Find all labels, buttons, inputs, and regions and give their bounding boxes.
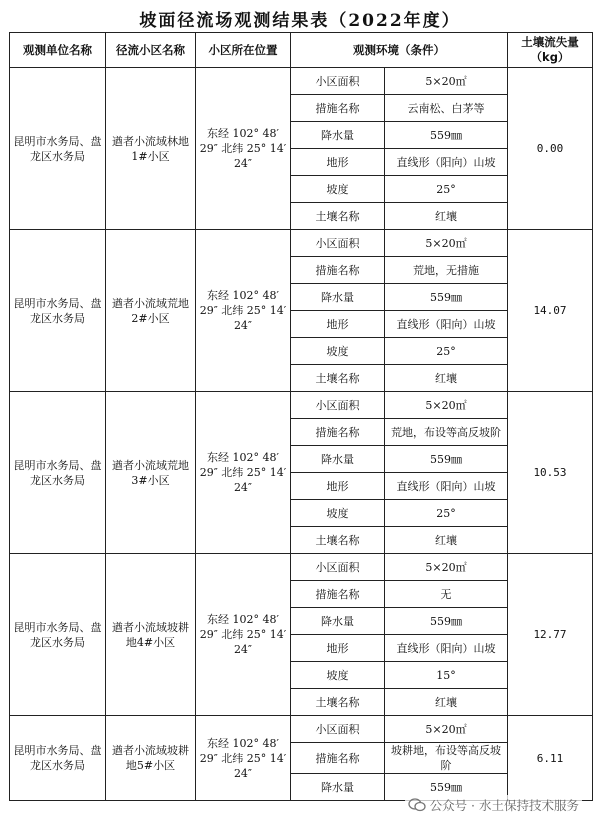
subarea-cell: 遒者小流域坡耕地5#小区 xyxy=(106,716,196,801)
table-row xyxy=(10,68,593,95)
condition-label: 降水量 xyxy=(291,608,385,635)
condition-value: 红壤 xyxy=(385,365,508,392)
condition-value: 直线形（阳向）山坡 xyxy=(385,149,508,176)
subarea-cell: 遒者小流域荒地3#小区 xyxy=(106,392,196,554)
condition-value: 559㎜ xyxy=(385,774,508,801)
condition-label: 小区面积 xyxy=(291,230,385,257)
condition-value: 25° xyxy=(385,338,508,365)
condition-value: 5×20㎡ xyxy=(385,554,508,581)
condition-label: 土壤名称 xyxy=(291,527,385,554)
condition-value: 红壤 xyxy=(385,527,508,554)
condition-label: 降水量 xyxy=(291,122,385,149)
condition-label: 措施名称 xyxy=(291,581,385,608)
condition-label: 土壤名称 xyxy=(291,689,385,716)
condition-label: 降水量 xyxy=(291,284,385,311)
condition-value: 559㎜ xyxy=(385,122,508,149)
table-row xyxy=(10,230,593,257)
condition-value: 559㎜ xyxy=(385,284,508,311)
header-loss: 土壤流失量（kg） xyxy=(508,33,593,68)
soil-loss-cell: 10.53 xyxy=(508,392,593,554)
location-cell: 东经 102° 48′ 29″ 北纬 25° 14′ 24″ xyxy=(196,392,291,554)
condition-value: 25° xyxy=(385,500,508,527)
condition-label: 降水量 xyxy=(291,446,385,473)
header-env: 观测环境（条件） xyxy=(291,33,508,68)
condition-label: 措施名称 xyxy=(291,419,385,446)
location-cell: 东经 102° 48′ 29″ 北纬 25° 14′ 24″ xyxy=(196,230,291,392)
condition-value: 15° xyxy=(385,662,508,689)
condition-label: 小区面积 xyxy=(291,392,385,419)
condition-label: 地形 xyxy=(291,311,385,338)
unit-cell: 昆明市水务局、盘龙区水务局 xyxy=(10,392,106,554)
observation-table xyxy=(9,32,593,801)
location-cell: 东经 102° 48′ 29″ 北纬 25° 14′ 24″ xyxy=(196,554,291,716)
location-cell: 东经 102° 48′ 29″ 北纬 25° 14′ 24″ xyxy=(196,68,291,230)
header-location: 小区所在位置 xyxy=(196,33,291,68)
table-row xyxy=(10,392,593,419)
condition-label: 降水量 xyxy=(291,774,385,801)
condition-label: 措施名称 xyxy=(291,95,385,122)
unit-cell: 昆明市水务局、盘龙区水务局 xyxy=(10,230,106,392)
unit-cell: 昆明市水务局、盘龙区水务局 xyxy=(10,554,106,716)
soil-loss-cell: 0.00 xyxy=(508,68,593,230)
condition-value: 直线形（阳向）山坡 xyxy=(385,311,508,338)
header-unit: 观测单位名称 xyxy=(10,33,106,68)
soil-loss-cell: 6.11 xyxy=(508,716,593,801)
condition-value: 坡耕地，布设等高反坡阶 xyxy=(385,743,508,774)
subarea-cell: 遒者小流域荒地2#小区 xyxy=(106,230,196,392)
condition-value: 无 xyxy=(385,581,508,608)
condition-label: 地形 xyxy=(291,635,385,662)
watermark xyxy=(405,795,582,815)
condition-label: 措施名称 xyxy=(291,743,385,774)
condition-value: 直线形（阳向）山坡 xyxy=(385,473,508,500)
header-row xyxy=(10,33,593,68)
subarea-cell: 遒者小流域坡耕地4#小区 xyxy=(106,554,196,716)
header-subarea: 径流小区名称 xyxy=(106,33,196,68)
condition-value: 荒地，布设等高反坡阶 xyxy=(385,419,508,446)
condition-value: 559㎜ xyxy=(385,608,508,635)
condition-label: 土壤名称 xyxy=(291,365,385,392)
condition-value: 荒地，无措施 xyxy=(385,257,508,284)
condition-label: 坡度 xyxy=(291,662,385,689)
condition-value: 直线形（阳向）山坡 xyxy=(385,635,508,662)
condition-value: 云南松、白茅等 xyxy=(385,95,508,122)
condition-value: 25° xyxy=(385,176,508,203)
condition-value: 5×20㎡ xyxy=(385,230,508,257)
condition-value: 5×20㎡ xyxy=(385,68,508,95)
soil-loss-cell: 12.77 xyxy=(508,554,593,716)
condition-value: 559㎜ xyxy=(385,446,508,473)
condition-label: 地形 xyxy=(291,149,385,176)
condition-label: 地形 xyxy=(291,473,385,500)
soil-loss-cell: 14.07 xyxy=(508,230,593,392)
location-cell: 东经 102° 48′ 29″ 北纬 25° 14′ 24″ xyxy=(196,716,291,801)
condition-label: 措施名称 xyxy=(291,257,385,284)
condition-value: 5×20㎡ xyxy=(385,392,508,419)
condition-label: 小区面积 xyxy=(291,68,385,95)
unit-cell: 昆明市水务局、盘龙区水务局 xyxy=(10,68,106,230)
watermark-text: 公众号 · 水土保持技术服务 xyxy=(429,798,579,813)
condition-label: 坡度 xyxy=(291,338,385,365)
table-body xyxy=(10,68,593,801)
condition-value: 5×20㎡ xyxy=(385,716,508,743)
table-title: 坡面径流场观测结果表（2022年度） xyxy=(139,11,461,31)
condition-label: 小区面积 xyxy=(291,716,385,743)
table-row xyxy=(10,554,593,581)
unit-cell: 昆明市水务局、盘龙区水务局 xyxy=(10,716,106,801)
subarea-cell: 遒者小流域林地1#小区 xyxy=(106,68,196,230)
condition-value: 红壤 xyxy=(385,689,508,716)
condition-value: 红壤 xyxy=(385,203,508,230)
condition-label: 土壤名称 xyxy=(291,203,385,230)
table-row xyxy=(10,716,593,743)
condition-label: 坡度 xyxy=(291,176,385,203)
condition-label: 小区面积 xyxy=(291,554,385,581)
wechat-icon xyxy=(408,798,426,812)
condition-label: 坡度 xyxy=(291,500,385,527)
